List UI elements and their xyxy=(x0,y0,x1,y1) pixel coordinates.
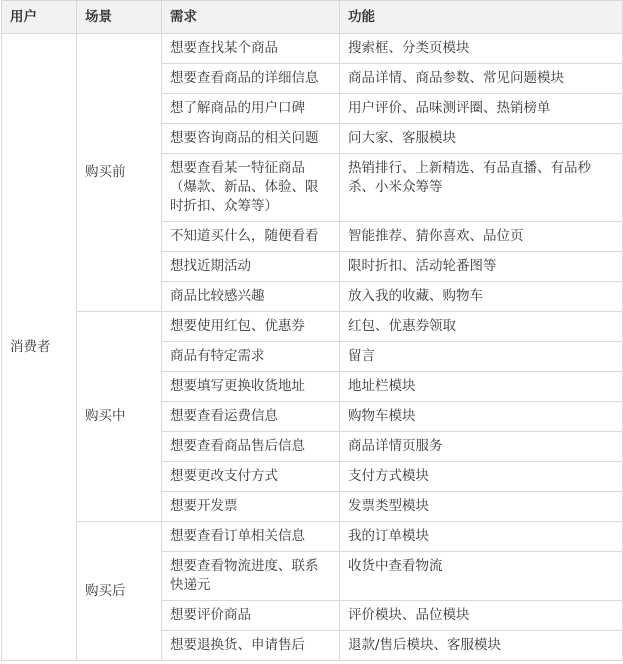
function-cell: 发票类型模块 xyxy=(340,492,623,522)
need-cell: 想要填写更换收货地址 xyxy=(162,372,340,402)
function-cell: 留言 xyxy=(340,342,623,372)
header-function: 功能 xyxy=(340,1,623,34)
scene-cell-after: 购买后 xyxy=(77,522,162,661)
need-cell: 想要更改支付方式 xyxy=(162,462,340,492)
need-cell: 想了解商品的用户口碑 xyxy=(162,94,340,124)
scene-cell-before: 购买前 xyxy=(77,34,162,312)
function-cell: 红包、优惠券领取 xyxy=(340,312,623,342)
scene-cell-during: 购买中 xyxy=(77,312,162,522)
need-cell: 想要咨询商品的相关问题 xyxy=(162,124,340,154)
need-cell: 想要查看某一特征商品（爆款、新品、体验、限时折扣、众筹等） xyxy=(162,154,340,222)
table-header-row xyxy=(2,1,623,34)
need-cell: 想要查看商品的详细信息 xyxy=(162,64,340,94)
function-cell: 限时折扣、活动轮番图等 xyxy=(340,252,623,282)
table-row xyxy=(2,312,623,342)
need-cell: 想要评价商品 xyxy=(162,601,340,631)
header-need: 需求 xyxy=(162,1,340,34)
function-cell: 商品详情、商品参数、常见问题模块 xyxy=(340,64,623,94)
header-user: 用户 xyxy=(2,1,77,34)
function-cell: 支付方式模块 xyxy=(340,462,623,492)
need-cell: 想要使用红包、优惠券 xyxy=(162,312,340,342)
need-cell: 想要退换货、申请售后 xyxy=(162,631,340,661)
function-cell: 地址栏模块 xyxy=(340,372,623,402)
function-cell: 问大家、客服模块 xyxy=(340,124,623,154)
requirements-table xyxy=(1,0,623,661)
table-row xyxy=(2,522,623,552)
function-cell: 我的订单模块 xyxy=(340,522,623,552)
table-row xyxy=(2,34,623,64)
need-cell: 想要查看订单相关信息 xyxy=(162,522,340,552)
need-cell: 不知道买什么，随便看看 xyxy=(162,222,340,252)
need-cell: 商品有特定需求 xyxy=(162,342,340,372)
need-cell: 想要查看商品售后信息 xyxy=(162,432,340,462)
function-cell: 放入我的收藏、购物车 xyxy=(340,282,623,312)
need-cell: 商品比较感兴趣 xyxy=(162,282,340,312)
header-scene: 场景 xyxy=(77,1,162,34)
need-cell: 想找近期活动 xyxy=(162,252,340,282)
function-cell: 评价模块、品位模块 xyxy=(340,601,623,631)
function-cell: 搜索框、分类页模块 xyxy=(340,34,623,64)
function-cell: 智能推荐、猜你喜欢、品位页 xyxy=(340,222,623,252)
function-cell: 购物车模块 xyxy=(340,402,623,432)
need-cell: 想要查找某个商品 xyxy=(162,34,340,64)
need-cell: 想要查看运费信息 xyxy=(162,402,340,432)
function-cell: 用户评价、品味测评圈、热销榜单 xyxy=(340,94,623,124)
function-cell: 退款/售后模块、客服模块 xyxy=(340,631,623,661)
function-cell: 收货中查看物流 xyxy=(340,552,623,601)
function-cell: 热销排行、上新精选、有品直播、有品秒杀、小米众筹等 xyxy=(340,154,623,222)
user-cell: 消费者 xyxy=(2,34,77,661)
need-cell: 想要查看物流进度、联系快递元 xyxy=(162,552,340,601)
need-cell: 想要开发票 xyxy=(162,492,340,522)
function-cell: 商品详情页服务 xyxy=(340,432,623,462)
